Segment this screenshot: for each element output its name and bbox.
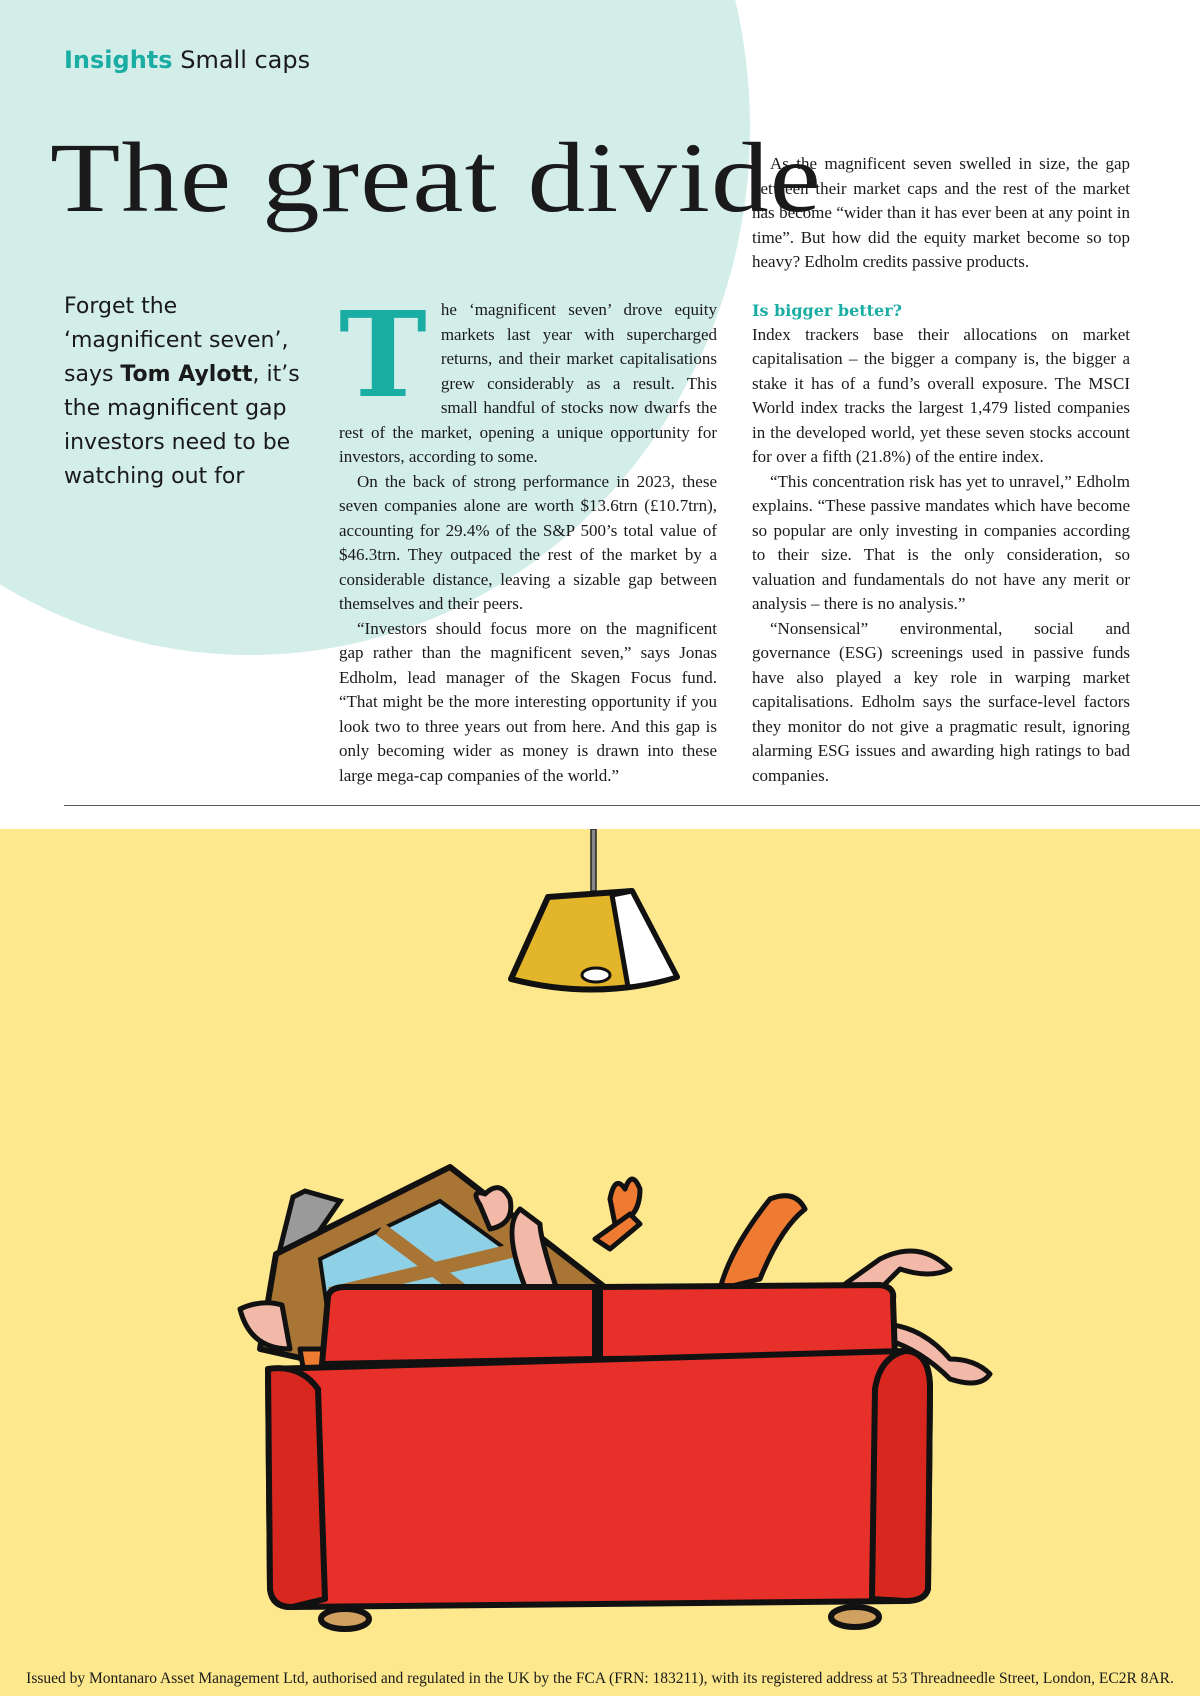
subheading: Is bigger better?	[752, 300, 903, 320]
illustration-art	[0, 829, 1200, 1696]
kicker-topic: Small caps	[180, 46, 311, 74]
sofa-icon	[268, 1285, 930, 1629]
kicker-section: Insights	[64, 46, 173, 74]
footer-disclaimer: Issued by Montanaro Asset Management Ltd, authorised and regulated in the UK by the FCA (FRN: 183211), with its registered address at 53 Threadneedle Street, London, EC2R 8AR.	[26, 1670, 1174, 1687]
paragraph-1: he ‘magnificent seven’ drove equity markets last year with supercharged returns, and their market capitalisations grew considerably as a result. This small handful of stocks now dwarfs the rest of the market, opening a unique opportunity for investors, according to some.	[339, 300, 717, 466]
paragraph-2: On the back of strong performance in 2023, these seven companies alone are worth $13.6trn (£10.7trn), accounting for 29.4% of the S&P 500’s total value of $46.3trn. They outpaced the rest of the market by a considerable distance, leaving a sizable gap between themselves and their peers.	[339, 471, 717, 613]
paragraph-6: “This concentration risk has yet to unravel,” Edholm explains. “These passive mandates which have become so popular are only investing in companies according to their size. That is the only consideration, so valuation and fundamentals do not have any merit or analysis – there is no analysis.”	[752, 471, 1130, 613]
article-column-2	[752, 152, 1130, 788]
standfirst-lead: Forget the ‘magnificent seven’, says	[64, 294, 289, 387]
paragraph-4: As the magnificent seven swelled in size, the gap between their market caps and the rest of the market has become “wider than it has ever been at any point in time”. But how did the equity market become so top heavy? Edholm credits passive products.	[752, 154, 1130, 271]
standfirst-author: Tom Aylott	[120, 362, 253, 387]
lamp-icon	[511, 829, 677, 990]
article-column-1	[339, 285, 717, 788]
drop-cap: T	[339, 285, 427, 424]
sofa-illustration	[0, 829, 1200, 1696]
paragraph-5: Index trackers base their allocations on market capitalisation – the bigger a company is, the bigger a stake it has of a fund’s overall exposure. The MSCI World index tracks the largest 1,479 listed companies in the developed world, yet these seven stocks account for over a fifth (21.8%) of the entire index.	[752, 324, 1130, 466]
paragraph-7: “Nonsensical” environmental, social and governance (ESG) screenings used in passive funds have also played a key role in warping market capitalisations. Edholm says the surface-level factors they monitor do not give a pragmatic result, ignoring alarming ESG issues and awarding high ratings to bad companies.	[752, 618, 1130, 785]
section-kicker	[64, 46, 310, 74]
standfirst-tail: , it’s the magnificent gap investors need to be watching out for	[64, 362, 300, 489]
paragraph-3: “Investors should focus more on the magnificent gap rather than the magnificent seven,” says Jonas Edholm, lead manager of the Skagen Focus fund. “That might be the more interesting opportunity if you look two to three years out from here. And this gap is only becoming wider as money is drawn into these large mega-cap companies of the world.”	[339, 618, 717, 785]
standfirst	[64, 290, 304, 494]
section-divider	[64, 805, 1200, 806]
article-headline: The great divide	[50, 122, 822, 233]
